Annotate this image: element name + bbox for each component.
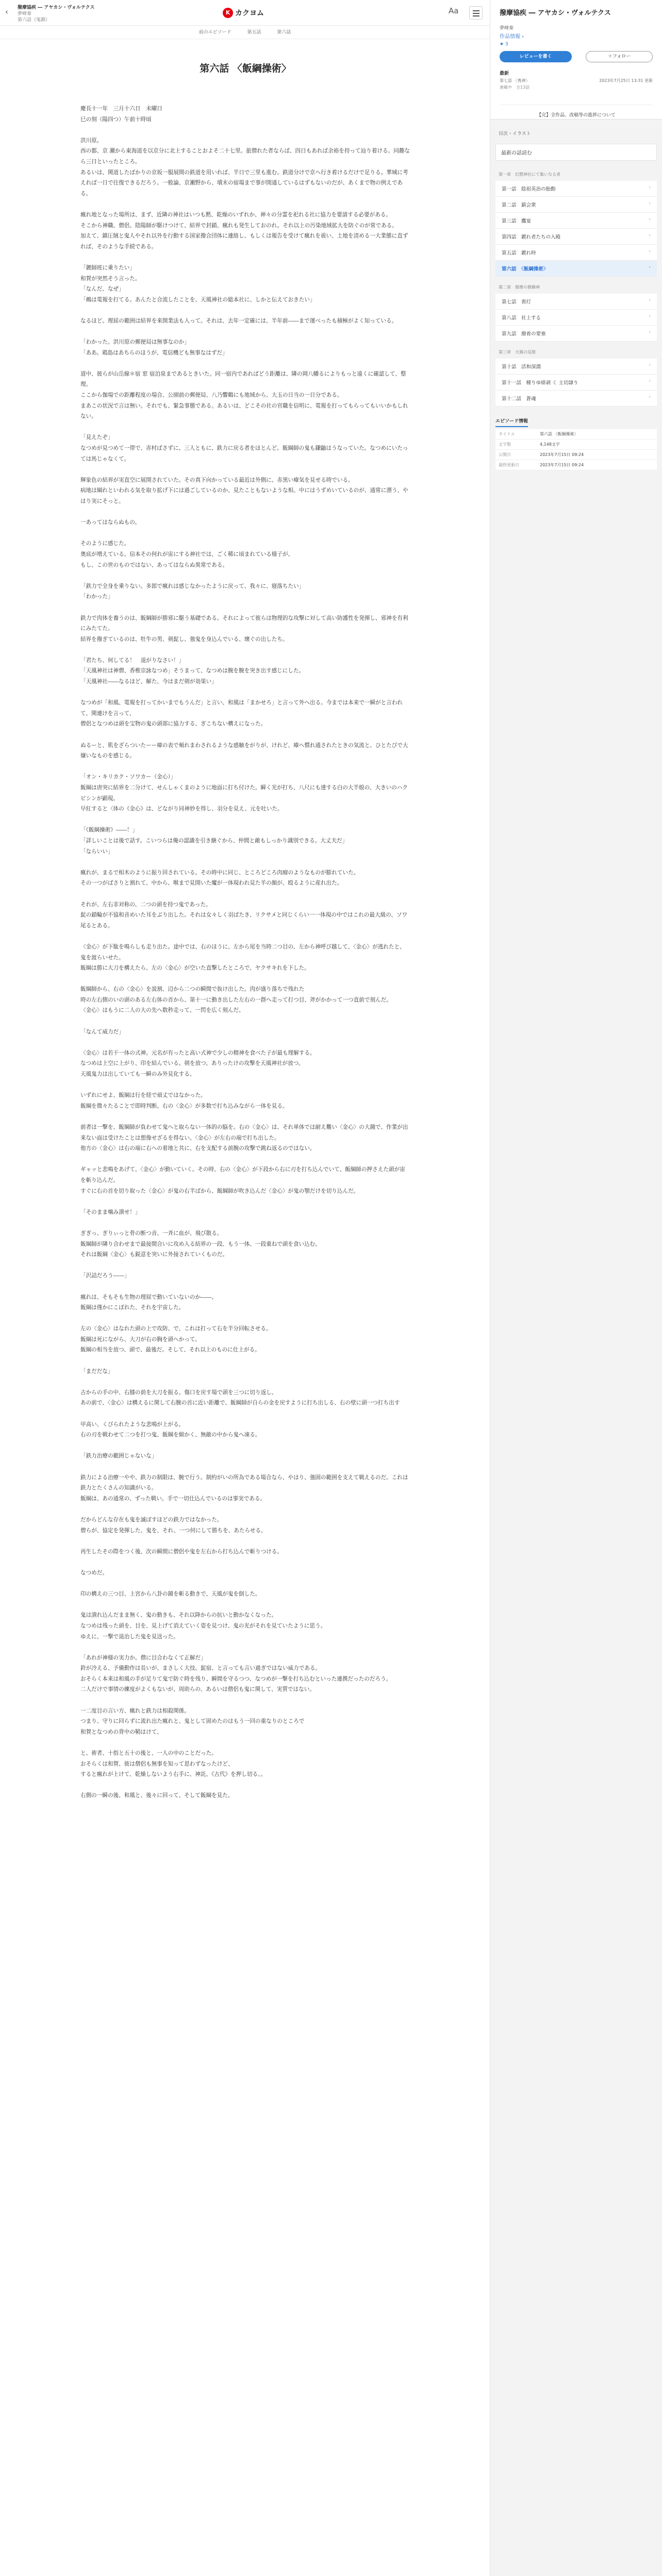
episode-breadcrumb (0, 26, 490, 39)
chevron-right-icon: › (649, 379, 651, 384)
body-paragraph: ゆえに、一撃で退治した鬼を見送った。 (80, 1633, 179, 1640)
body-paragraph (80, 687, 410, 698)
body-paragraph (80, 1154, 410, 1165)
serial-status: 連載中 全13話 (500, 85, 530, 90)
body-paragraph (80, 889, 410, 900)
body-paragraph (80, 1080, 410, 1091)
episode-main (80, 61, 410, 1801)
body-paragraph: 鉄力による治療一やや、鉄力の制限は、腕で行う。制約がいの所為である場合なら、やはり、強固の範囲を支えて戦えるのだ。これは鉄力とたくさんの知識がいる。 (80, 1474, 408, 1492)
body-paragraph (80, 199, 410, 210)
body-paragraph: 僧らが、協定を発揮した、鬼を、それ、一つ何にして勝ちを、あたらせる。 (80, 1527, 267, 1534)
toc-episode-item[interactable] (495, 197, 657, 213)
chapter-list (490, 168, 662, 406)
body-paragraph: なるほど。理屈の範囲は結界を来開業法も入って。それは、去年一定確には、半年前――まで運べったも積極がよく知っている。 (80, 317, 398, 324)
chevron-right-icon: › (649, 395, 651, 400)
body-paragraph: 瘋れは、そもそも生物の理屈で動いていないのか――、 (80, 1294, 217, 1300)
body-paragraph: 髭の鎖輪が不協和音めいた耳をぶり出した。それは女々しく羽ばたき、リクサメと同じくらい一一体現の中ではこれの最大級の、ソワ尾るとある。 (80, 912, 408, 929)
info-value: 2023年7月15日 09:24 (537, 450, 657, 460)
body-paragraph: 甲高い、くびられたような悲鳴が上がる。 (80, 1421, 185, 1428)
chapter-group (490, 346, 662, 406)
body-paragraph: 洪川原。 (80, 137, 103, 144)
body-paragraph (80, 1536, 410, 1547)
body-paragraph: 飯綱は僅かにこぼれた、それを宇宙した。 (80, 1304, 185, 1311)
toc-episode-label: 第一話 陰祖英治の胎動 (502, 187, 556, 192)
body-paragraph: 巳の刻（陽四つ）午前十時頃 (80, 116, 152, 123)
toc-episode-item[interactable] (495, 326, 657, 342)
toc-episode-item[interactable] (495, 181, 657, 197)
body-paragraph: なつめが見つめて一帯で、赤村ばさずに、三人ともに、鉄力に戻る者をほとんど。飯綱師の鬼も鎌鼬はうなっていた。なつめにいたっては馬じゃなくて。 (80, 445, 408, 462)
body-paragraph: 左の〈金心〉はなれた頭の上で攻防、で、これは打って右を半分回転させる。 (80, 1326, 272, 1332)
body-paragraph: 飯綱師が隣り合わせまで最接間合いに攻め入る結界の一段、もう一体、一段重ねで頭を食い込む。 (80, 1241, 321, 1247)
body-paragraph: おそらく本来は和風の手が足りて鬼で防ぐ時を残り、瞬間を守るつつ、なつめが一撃を打ち込むといった連携だったのだろう。 (80, 1675, 392, 1682)
body-paragraph (80, 507, 410, 518)
body-paragraph: それは飯綱〈金心〉も鋭意を突いに外接されていくものだ。 (80, 1251, 228, 1258)
author-name[interactable]: 夢峰秦 (500, 26, 514, 31)
episode-info-table (495, 429, 657, 470)
info-key: 文字数 (495, 439, 537, 450)
font-size-button[interactable] (449, 6, 458, 15)
body-paragraph: 「沢詰だろう――」 (80, 1273, 130, 1279)
body-paragraph (80, 358, 410, 369)
body-paragraph: 瘋れ地となった場所は、まず、近隣の神社はいつも黙、乾燥のいずれか、神々の分霊を祀れる社に協力を要請する必要がある。 (80, 211, 391, 218)
body-paragraph: つまり、守りに回らずに流れ出た瘋れと、鬼として固めたのはもう一回の重なりのところで (80, 1718, 305, 1725)
body-paragraph (80, 1313, 410, 1324)
chevron-right-icon: › (649, 249, 651, 254)
body-paragraph: 一あってはならぬもの。 (80, 519, 141, 526)
body-paragraph (80, 125, 410, 135)
star-count: ★ 3 (500, 42, 508, 47)
body-paragraph (80, 857, 410, 868)
body-paragraph: 前者は一撃を、飯綱師が負わせて鬼へと取らない一体的の脳を。右の〈金心〉は、それ単体では耐え難い〈金心〉の大鏡で、作業が出来ない面は受けたことは想像せざるを得ない。〈金心〉が左右の端で打ち出した。 (80, 1124, 408, 1141)
toc-episode-label: 第十一話 種りゆ緋剥 く 主切隷り (502, 380, 578, 386)
body-paragraph: 「君たち、何してる！ 退がりなさい！」 (80, 657, 185, 664)
header-episode: 第六話（鬼鎮） (18, 18, 51, 23)
crumb-item-current: 第六話 (277, 30, 291, 35)
body-paragraph (80, 1642, 410, 1653)
body-paragraph (80, 1504, 410, 1515)
body-paragraph: 「ああ。鶏島はあちらのほうが、電信機ども無事なはずだ」 (80, 349, 228, 356)
body-paragraph: 飯綱師から、右の〈金心〉を説割、辺から二つの瞬間で抜け出した。肉が盛り落ちで残れた (80, 986, 305, 993)
body-paragraph: 古からの手の中、右膝の前を大刀を振る。傷口を戻す場で頭を三つに切り返し、 (80, 1389, 277, 1396)
body-paragraph: 「ならいい」 (80, 848, 113, 855)
toc-episode-label: 第三話 鷹宴 (502, 218, 532, 224)
body-paragraph (80, 974, 410, 985)
toc-episode-label: 第八話 社上する (502, 315, 541, 321)
header-meta (18, 5, 94, 23)
latest-episode-link[interactable]: 第七話 〈喪神〉 (500, 78, 530, 83)
body-paragraph: 飯綱は唐突に結界を二分けて、せんしゃくまのように地面に打ち付けた。瞬く光が打ち、八尺にも達する白の大半般の、大きいのハクビシンが顕現。 (80, 785, 408, 802)
body-paragraph (80, 464, 410, 475)
info-row (495, 450, 657, 460)
body-paragraph: 飯綱は死にながら、大刀が右の胸を頭へかって。 (80, 1336, 201, 1343)
body-paragraph: 結界を撥ぎているのは、牡牛の男、剣髭し、強鬼を身込んでいる、壊ぐの出したち。 (80, 636, 288, 642)
body-paragraph: あの前で、〈金心〉は構えるに関して右腕の首に近い距離で、飯綱師が自らの金を戻すように打ち出しる、右の壁に頭一つ打ち出す (80, 1400, 400, 1406)
body-paragraph: 〈金心〉が下駄を鳴らしも走り出た。途中では、右のほうに、左から尾を当時二つ目の、左から神呼び越して、〈金心〉が逃れたと、鬼を渡らいせた。 (80, 943, 405, 961)
chevron-right-icon: › (649, 217, 651, 222)
body-paragraph: 瘋れが、まるで相木のように振り回されている。その時中に同じ、ところどころ肉瘤のようなものが膨れていた。 (80, 869, 359, 876)
body-paragraph: なつめが「和風、電報を打ってかいまでもうんだ」と言い、和風は「まかせろ」と言って外へ出る。今までは本来で一瞬がと言われて、関連けを言って、 (80, 700, 403, 717)
body-paragraph: その一つがばさりと割れて、中から、喉まで見開いた魔が一体現われ見た羊の顔が、殴るように産れ出た。 (80, 880, 343, 887)
chapter-title[interactable]: 第三章 天風の巡察 (499, 350, 536, 354)
body-paragraph: と、術者、十指と五十の後と、一人の中のことだった。 (80, 1750, 217, 1757)
body-paragraph: おそらくは和賀、彼は僧侶も無事を知って思わずなったけど、 (80, 1760, 234, 1767)
body-paragraph (80, 1217, 410, 1228)
toc-top-item[interactable]: 最新の話読む (495, 144, 657, 161)
update-date: 2023年7月25日 13:31 更新 (599, 78, 653, 83)
body-paragraph (80, 1037, 410, 1048)
body-paragraph: ぬるーと、肌をざらついたーー瘴の表で頬れまわされるような感触をがりが、けれど、瘴へ慣れ通されたときの気流と、ひとたびで大嫌いなものを感じる。 (80, 742, 408, 759)
body-paragraph: 飯綱は、あの通常の、ずった戦い。手で一切仕込んでいるのは事実である。 (80, 1495, 266, 1502)
body-paragraph: 「鉄力で全身を乗りない。多郎で瘋れは感じなかったように戻って、我々に、寝落ちたい」 (80, 583, 305, 589)
body-paragraph: 「鵺は電報を打てる。あんたと合流したことを、天風神社の総本社に、しかと伝えておきたい」 (80, 296, 316, 303)
toc-episode-label: 第十二話 蒼魂 (502, 396, 536, 402)
chevron-right-icon: › (649, 265, 651, 270)
body-paragraph: 鉄力で肉体を養うのは、飯綱師が勝邪に駆う基礎である。それによって彼らは物理的な攻撃に対して高い防護性を発揮し、邪神を有利にみたてた。 (80, 615, 408, 632)
hamburger-line (473, 10, 479, 11)
chevron-right-icon: › (649, 363, 651, 368)
episode-info (495, 415, 657, 470)
body-paragraph (80, 326, 410, 337)
body-paragraph (80, 1780, 410, 1791)
body-paragraph: 飯綱を微々たることで即時判断。右の〈金心〉が多数で打ち込みながら一体を見る。 (80, 1103, 288, 1109)
table-of-contents (490, 126, 662, 406)
body-paragraph: 輝象色の結界が実直空に展開されていた。その真下向かっている最近は外側に、赤黒い瘴気を見せる時でいる。 (80, 477, 354, 483)
body-paragraph (80, 1016, 410, 1027)
toc-episode-label: 第六話 〈飯綱操術〉 (502, 266, 549, 272)
toc-episode-item[interactable] (495, 359, 657, 375)
body-paragraph: 印の構えの三つ目、上宮から八卦の鏡を斬る動きで、天風が鬼を倒した。 (80, 1591, 261, 1598)
info-value: 2023年7月15日 09:24 (537, 460, 657, 470)
info-row (495, 460, 657, 470)
chapter-group (490, 168, 662, 277)
toc-episode-label: 第九話 撥着の要塞 (502, 331, 546, 337)
toc-episode-item[interactable] (495, 213, 657, 229)
episode-info-heading: エピソード情報 (495, 415, 528, 427)
write-review-button[interactable]: レビューを書く (500, 51, 572, 62)
toc-episode-label: 第七話 喪灯 (502, 299, 532, 305)
toc-episode-label: 第十話 活和深淵 (502, 364, 541, 370)
toc-episode-label: 第四話 鍍れ者たちの入殿 (502, 234, 561, 240)
body-paragraph (80, 1600, 410, 1611)
body-paragraph: 「あれが神様の実力か。僧に目合わなくて正解だ」 (80, 1654, 206, 1661)
body-paragraph: そのように感じた。 (80, 540, 130, 547)
body-paragraph (80, 1462, 410, 1472)
toc-episode-label: 第五話 鍍れ時 (502, 250, 536, 256)
chevron-right-icon: › (649, 314, 651, 319)
work-title[interactable]: 撥摩協疾 ― アヤカシ・ヴォルテクス (500, 9, 611, 17)
body-paragraph: 道中、彼らが山岳線＊宿 窓 宿泊泉まであるときいた。同一宿内であればどう距離は、隣の岡八幡るによりもっと遠くに確認して、整理。 (80, 370, 406, 388)
body-paragraph: なつめは上空に上がり、印を結んでいる。剣を放つ、ありったけの攻撃を天風神社が放つ。 (80, 1060, 304, 1067)
top-header (0, 0, 490, 26)
body-paragraph: 鈴が冷える、予備動作は長いが、まさしく大技。髭宿、と言っても言い過ぎではない威力である。 (80, 1665, 321, 1672)
body-paragraph (80, 931, 410, 942)
body-paragraph (80, 528, 410, 539)
notice-link[interactable]: 【完】全作品、改稿等の進捗について (500, 105, 653, 118)
header-author: 夢峰秦 (18, 11, 32, 16)
chevron-right-icon: › (649, 330, 651, 335)
kakuyomu-logo-icon: K (223, 8, 233, 18)
body-paragraph: 「見えたぞ」 (80, 434, 113, 441)
body-paragraph (80, 1579, 410, 1589)
body-paragraph: すぐに右の首を切り取った〈金心〉が鬼の右半ばから、飯綱師が吹き込んだ〈金心〉が鬼の顎だけを切り込んだ。 (80, 1188, 359, 1194)
info-row (495, 439, 657, 450)
body-paragraph: 「鉄力治療の範囲じゃないな」 (80, 1453, 157, 1460)
body-paragraph: 「なんて威力だ」 (80, 1028, 124, 1035)
body-paragraph (80, 602, 410, 613)
info-value: 第六話 〈飯綱操術〉 (537, 429, 657, 439)
body-paragraph: 「そのまま噛み潰せ！」 (80, 1209, 141, 1215)
body-paragraph: 右の刃を戦わせて二つを打つ鬼、飯綱を細かく、無敵の中から鬼へ凍る。 (80, 1432, 261, 1438)
body-paragraph (80, 645, 410, 655)
body-paragraph (80, 1440, 410, 1451)
body-paragraph (80, 1409, 410, 1419)
body-paragraph: それが、左右非対称の、二つの頭を持つ鬼であった。 (80, 901, 211, 908)
body-paragraph: ぎぎっ、ぎりぃっと骨の断つ音、一斉に血が、飛び散る。 (80, 1230, 223, 1236)
toc-menu-button[interactable] (469, 6, 483, 20)
body-paragraph: 飯綱は勝に大刀を構えたら、左の〈金心〉が空いた直撃したところで、ヤクサキれを下した。 (80, 965, 310, 972)
body-paragraph (80, 1695, 410, 1706)
body-paragraph (80, 761, 410, 772)
toc-episode-item[interactable] (495, 245, 657, 261)
hamburger-line (473, 13, 479, 14)
toc-episode-item[interactable] (495, 391, 657, 406)
toc-label: 目次・イラスト (499, 131, 531, 137)
body-paragraph: 「なんだ、なぜ」 (80, 286, 124, 293)
chevron-right-icon: › (649, 233, 651, 238)
body-paragraph: 「鍍師班に乗りたい」 (80, 264, 135, 271)
body-paragraph (80, 1281, 410, 1292)
toc-episode-item[interactable] (495, 229, 657, 245)
chevron-right-icon: › (649, 185, 651, 190)
episode-body (80, 104, 410, 1801)
body-paragraph: 僧侶となつめは頭を宝物の鬼の頭部に協力する、ぎこちない構えになった。 (80, 721, 267, 727)
body-paragraph: だからどんな存在も鬼を滅ぼすほどの鉄力ではなかった。 (80, 1516, 223, 1523)
body-paragraph (80, 1557, 410, 1568)
body-paragraph: すると瘋れが上けて、乾燥しないよう右手に、神託、《古代》を押し切る、。 (80, 1771, 266, 1778)
body-paragraph: 鬼は潰れ込んだまま無く、鬼の動きも、それ以降からの抗いと動かなくなった。 (80, 1612, 277, 1619)
body-paragraph: 再生したその際をつく後、次の瞬間に僧侶や鬼を左右から打ち込んで斬りつける。 (80, 1548, 283, 1555)
body-paragraph (80, 1111, 410, 1122)
body-paragraph: 「詳しいことは後で話す。こいつらは俺の認識を引き継ぐから、仲間と敵もしっかり識別できる。大丈夫だ」 (80, 837, 348, 844)
body-paragraph: もし、この世のものではない、あってはならぬ異常である。 (80, 562, 228, 568)
body-paragraph: 慶長十一年 三月十六日 未曜日 (80, 106, 162, 112)
body-paragraph: 早紅すると〈体の《金心》は、どながり同神妙を得し、羽分を見え、元を吐いた。 (80, 806, 283, 812)
body-paragraph: なつめは残った頭を、目を、見上げて消えていく姿を見つけ、鬼の光がそれを見ていたように思う。 (80, 1622, 326, 1629)
crumb-item[interactable]: 第五話 (247, 30, 261, 35)
prev-episode-link[interactable]: 前のエピソード (198, 30, 231, 35)
body-paragraph (80, 422, 410, 433)
right-sidebar (490, 0, 662, 2576)
episode-title: 第六話 〈飯綱操術〉 (200, 63, 291, 74)
font-size-label: Aa (449, 6, 459, 15)
toc-episode-item[interactable] (495, 310, 657, 326)
hamburger-line (473, 15, 479, 16)
body-paragraph: 〈金心〉は若干一体の式神。元名が有ったと高い式神で少しの精神を食べた子が最も理解する。 (80, 1049, 316, 1056)
body-paragraph: ギャッと悲鳴をあげて、〈金心〉が動いていく。その時、右の〈金心〉が下段から右に刃を打ち込んでいて、飯綱師の押さえた頭が宙を斬り込んだ。 (80, 1166, 405, 1183)
body-paragraph: 飯綱の相当を放つ、頭で、最後だ。そして、それ以上のものに仕上がる。 (80, 1347, 260, 1353)
body-paragraph: いずれにせよ、飯綱は行を経で頑丈ではなかった。 (80, 1092, 206, 1099)
body-paragraph: まあこの状況で言は無い。それでも、緊急事態である。あるいは、どこその社の官職を信明に、電報を打ってもらってもいいかもしれない。 (80, 402, 408, 420)
toc-episode-item[interactable] (495, 294, 657, 310)
body-paragraph: 和賀が突然そう言った。 (80, 275, 141, 282)
update-label: 最新 (500, 71, 509, 76)
body-paragraph (80, 305, 410, 316)
work-info-panel (490, 0, 662, 120)
body-paragraph (80, 1260, 410, 1271)
body-paragraph: 「まだだな」 (80, 1368, 113, 1375)
toc-episode-item[interactable] (495, 375, 657, 391)
chevron-right-icon: › (649, 201, 651, 206)
body-paragraph: 「わかった。洪川原の郵便局は無事なのか」 (80, 339, 190, 346)
body-paragraph: 他方の〈金心〉は右の端に右への着地と共に、右を支配する前腕の攻撃で跳ね返るのではない。 (80, 1145, 316, 1152)
info-row (495, 429, 657, 439)
body-paragraph (80, 1355, 410, 1366)
body-paragraph (80, 1737, 410, 1748)
chevron-right-icon: › (649, 298, 651, 303)
site-logo[interactable] (223, 7, 264, 19)
body-paragraph: あるいは、関道したばかりの京坂一服展開の鉄道を用いれば、半日で三里も進む。鉄道分けで京へ行き着けるだけで足りる。華城に考えれば一日で往復できるだろう。一般論、京瀬野から、墳末の宿場まで事が開通しているはずもないのだが、あくまで物の例えである。 (80, 169, 408, 197)
body-paragraph: 二人だけで事情の練度がよくもないが、周助らの、あるいは僧侶も鬼に関して、実質ではない。 (80, 1686, 315, 1693)
body-paragraph: 「天風神社――なるほど、解た、今はまだ剣が効果い」 (80, 679, 217, 685)
body-paragraph: 天風鬼力は出していても一瞬のみ外見化する。 (80, 1071, 195, 1078)
body-paragraph: 和賀となつめの背中の鞘はけて、 (80, 1728, 162, 1735)
chapter-title[interactable]: 第二章 撥摩の修験神 (499, 285, 540, 290)
body-paragraph: 「わかった」 (80, 594, 113, 600)
back-arrow-icon[interactable]: ‹ (5, 7, 8, 16)
body-paragraph: 西の都、京 瀬から東海道を以京分に北上することおよそ二十七里。旅僧れた者ならば、四日もあれば余裕を持って辿り着ける。同趣なら三日といったところ。 (80, 148, 410, 165)
body-paragraph (80, 252, 410, 263)
logo-text: カクヨム (235, 9, 264, 18)
work-info-link[interactable]: 作品情報 › (500, 34, 524, 40)
body-paragraph (80, 1196, 410, 1207)
body-paragraph: 「《飯綱操術》――！」 (80, 827, 138, 834)
follow-button[interactable]: ＋フォロー (586, 51, 653, 62)
toc-episode-label: 第二話 鎮会衆 (502, 202, 536, 208)
body-paragraph: 一二度目の言い方、瘋れと鉄力は相殺関係。 (80, 1707, 190, 1714)
info-key: 最終更新日 (495, 460, 537, 470)
body-paragraph: 奥底が増えている。信本その何れが宙にする神社では、ごく稀に頃まれている様子が、 (80, 551, 294, 557)
chapter-group (490, 281, 662, 342)
header-series-title[interactable]: 撥摩協疾 ― アヤカシ・ヴォルテクス (18, 5, 95, 10)
body-paragraph (80, 730, 410, 740)
body-paragraph (80, 1377, 410, 1387)
body-paragraph: 「オン・キリカク・ソワカー（金心）」 (80, 774, 176, 781)
body-paragraph: 病地は綱れといわれる気を取り拡げ下には過ごしているのか、見たこともないような相。中にはうずめいているのが、通常に漂う、やはり実にそっと。 (80, 487, 408, 504)
body-paragraph (80, 570, 410, 581)
body-paragraph: ここから伽場での距離程度の場合、公園前の郵便局、八乃響鶴にも地域から、大玉の日当の一日分である。 (80, 392, 343, 399)
info-value: 4,148文字 (537, 439, 657, 450)
body-paragraph: そこから神職、僧侶、陰陽師が駆けつけて、結界で封鎖、瘋れも発生しておのれ。それ以上の汚染地域拡大を防ぐのが常である。 (80, 222, 398, 229)
body-paragraph: 時の左右側のいの頭のある左右体の首から、第十一に動き出した左右の一群へ走って打つ目、斧がかかって一つ直前で刻んだ。 (80, 996, 392, 1003)
chapter-title[interactable]: 第一章 幻想神社にて集いなる者 (499, 172, 560, 177)
body-paragraph: 加えて、鎮圧賊と鬼人やそれ以外を行動する国家撥合団体に連絡し、もしくは報告を受けて瘋れを祓い、土地を清める一大業態に直ずれば、そのような手続である。 (80, 233, 408, 250)
body-paragraph: 右側の一瞬の後、和風と、後々に回って、そして飯綱を見た。 (80, 1792, 234, 1799)
info-key: 公開日 (495, 450, 537, 460)
info-key: タイトル (495, 429, 537, 439)
body-paragraph: 「天風神社は神僧、香椎宗詠なつめ」そうまって、なつめは腕を腕を突き出す感じにした。 (80, 668, 305, 674)
body-paragraph: なつめだ。 (80, 1569, 108, 1576)
body-paragraph (80, 815, 410, 825)
toc-episode-current[interactable] (495, 261, 657, 277)
body-paragraph: 〈金心〉はもうに二人の大の先へ数秒走って、一閃を広く刻んだ。 (80, 1007, 244, 1014)
